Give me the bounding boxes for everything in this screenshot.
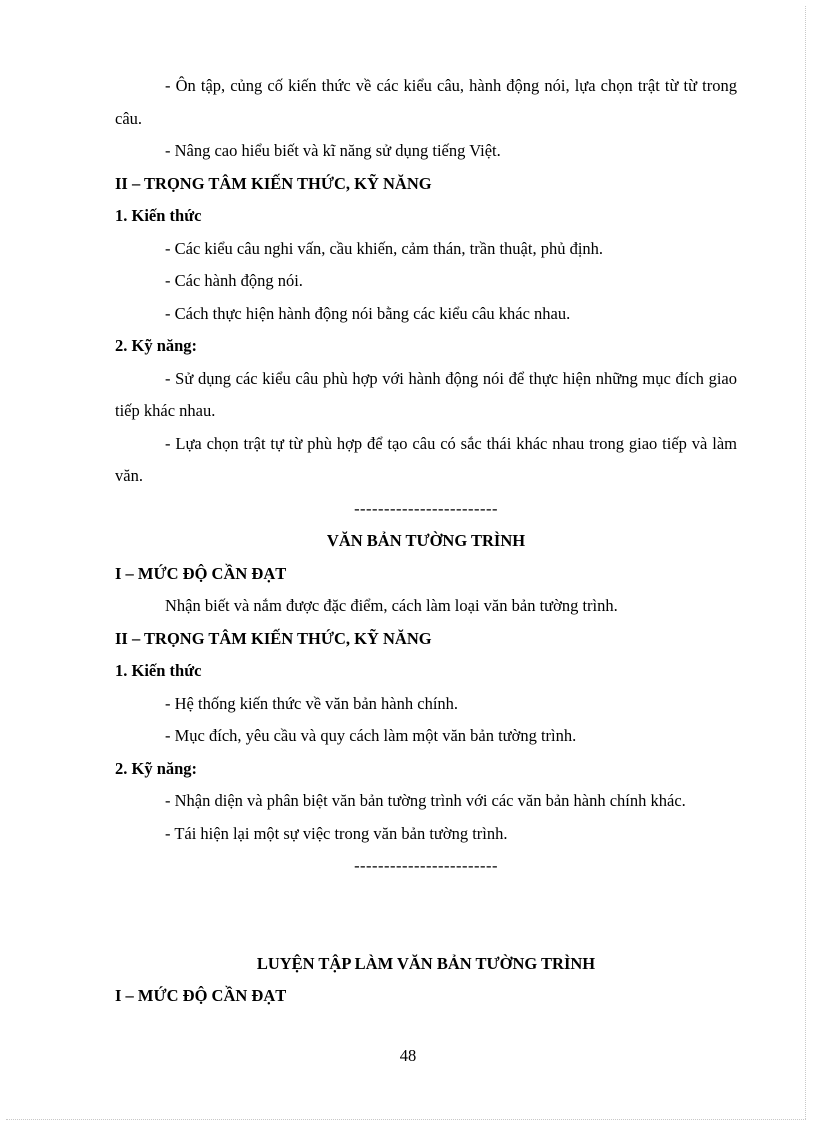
- section-separator: ------------------------: [354, 856, 498, 875]
- objective-item: - Nâng cao hiểu biết và kĩ năng sử dụng tiếng Việt.: [165, 141, 501, 160]
- document-body: [115, 70, 737, 1013]
- knowledge-item: - Các hành động nói.: [165, 271, 303, 290]
- knowledge-item: - Cách thực hiện hành động nói bằng các kiểu câu khác nhau.: [165, 303, 571, 323]
- page-border-bottom: [6, 1119, 806, 1120]
- subheading-skills: 2. Kỹ năng:: [115, 336, 198, 355]
- objective-item: - Ôn tập, củng cố kiến thức về các kiểu câu, hành động nói, lựa chọn trật từ từ trong câu.: [115, 76, 737, 128]
- subheading-knowledge: 1. Kiến thức: [115, 206, 202, 225]
- heading-focus: II – TRỌNG TÂM KIẾN THỨC, KỸ NĂNG: [115, 628, 432, 648]
- heading-focus: II – TRỌNG TÂM KIẾN THỨC, KỸ NĂNG: [115, 173, 432, 193]
- spacer: [115, 883, 737, 948]
- page-border-right: [805, 6, 806, 1119]
- section-title: LUYỆN TẬP LÀM VĂN BẢN TƯỜNG TRÌNH: [256, 953, 596, 973]
- level-text: Nhận biết và nắm được đặc điểm, cách làm loại văn bản tường trình.: [165, 596, 618, 615]
- section-separator: ------------------------: [354, 498, 498, 518]
- subheading-knowledge: 1. Kiến thức: [115, 661, 202, 680]
- heading-level: I – MỨC ĐỘ CẦN ĐẠT: [115, 986, 287, 1005]
- subheading-skills: 2. Kỹ năng:: [115, 758, 198, 778]
- page-number: 48: [399, 1046, 417, 1065]
- skill-item: - Tái hiện lại một sự việc trong văn bản tường trình.: [165, 823, 508, 843]
- knowledge-item: - Mục đích, yêu cầu và quy cách làm một văn bản tường trình.: [165, 726, 577, 745]
- skill-item: - Nhận diện và phân biệt văn bản tường trình với các văn bản hành chính khác.: [165, 791, 686, 810]
- knowledge-item: - Các kiểu câu nghi vấn, cầu khiến, cảm thán, trần thuật, phủ định.: [165, 238, 604, 258]
- skill-item: - Sử dụng các kiểu câu phù hợp với hành động nói để thực hiện những mục đích giao tiếp khác nhau.: [115, 368, 737, 420]
- section-title: VĂN BẢN TƯỜNG TRÌNH: [326, 531, 526, 550]
- skill-item: - Lựa chọn trật tự từ phù hợp để tạo câu có sắc thái khác nhau trong giao tiếp và làm văn.: [115, 433, 737, 485]
- heading-level: I – MỨC ĐỘ CẦN ĐẠT: [115, 563, 287, 583]
- knowledge-item: - Hệ thống kiến thức về văn bản hành chính.: [165, 693, 459, 713]
